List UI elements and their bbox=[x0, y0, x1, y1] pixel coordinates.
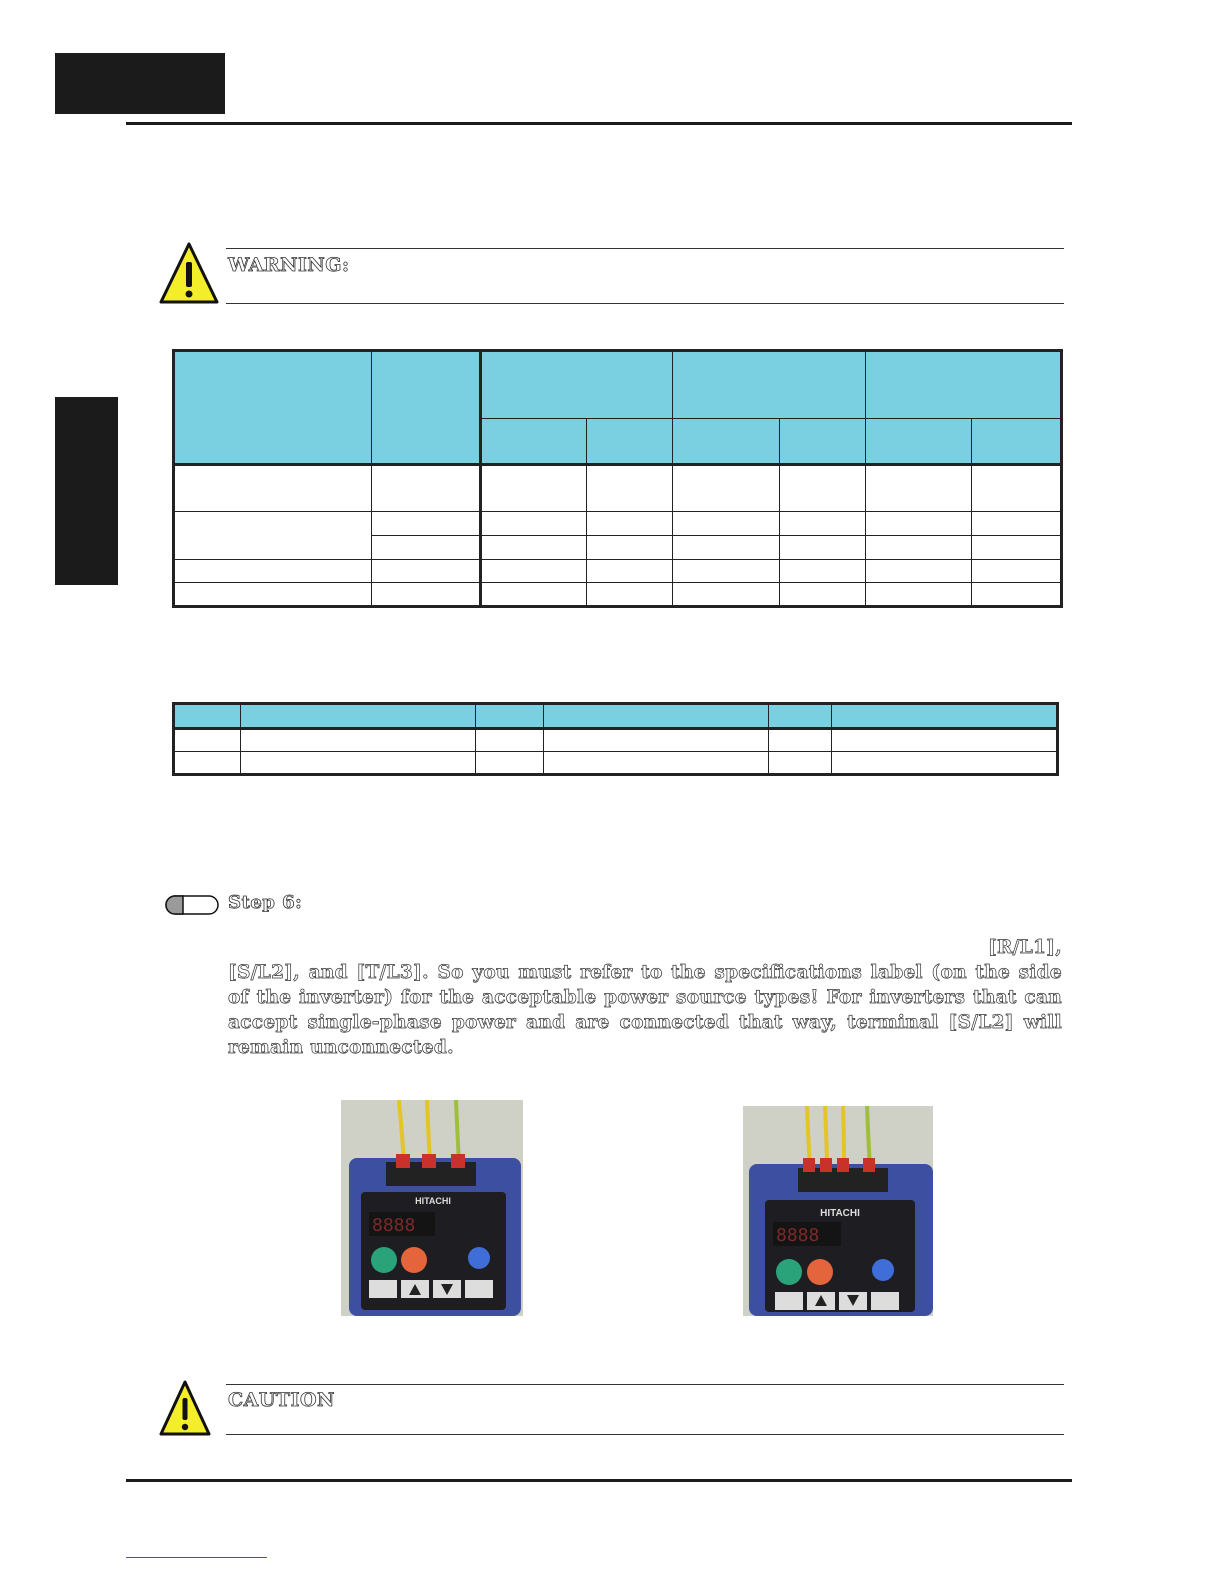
terminal-header-cell bbox=[769, 704, 832, 729]
spec-subheader-cell bbox=[481, 419, 587, 465]
spec-subheader-cell bbox=[972, 419, 1062, 465]
terminal-header-cell bbox=[476, 704, 544, 729]
terminal-header-cell bbox=[241, 704, 476, 729]
stop-button-icon bbox=[401, 1247, 427, 1273]
caution-label: CAUTION bbox=[228, 1389, 335, 1411]
terminal-header-cell bbox=[174, 704, 241, 729]
run-button-icon bbox=[371, 1247, 397, 1273]
spec-subheader-cell bbox=[587, 419, 673, 465]
led-display: 8888 bbox=[776, 1225, 820, 1246]
table-row bbox=[174, 752, 1058, 775]
potentiometer-knob-icon bbox=[872, 1259, 894, 1281]
brand-label: HITACHI bbox=[820, 1208, 860, 1219]
spec-header-group bbox=[481, 351, 673, 419]
spec-header-cell bbox=[372, 351, 481, 465]
table-row bbox=[174, 512, 1062, 536]
spec-subheader-cell bbox=[673, 419, 780, 465]
spec-header-cell bbox=[174, 351, 372, 465]
spec-subheader-cell bbox=[780, 419, 866, 465]
step-paragraph-body: [S/L2], and [T/L3]. So you must refer to the specifications label (on the side of the inverter) for the acceptable power source types! For inverters that can accept single-phase power and are connected that way, terminal [S/L2] will remain unconnected. bbox=[228, 962, 1062, 1058]
inverter-illustration bbox=[341, 1100, 523, 1316]
inverter-photo-single-phase bbox=[341, 1100, 523, 1316]
warning-icon bbox=[158, 240, 220, 306]
spec-header-group bbox=[673, 351, 866, 419]
step-label: Step 6: bbox=[228, 892, 303, 913]
run-button-icon bbox=[776, 1259, 802, 1285]
bottom-rule bbox=[126, 1479, 1072, 1482]
terminal-header-cell bbox=[832, 704, 1058, 729]
spec-header-group bbox=[866, 351, 1062, 419]
warning-top-rule bbox=[226, 248, 1064, 249]
wiring-spec-table bbox=[172, 349, 1063, 608]
terminal-header-cell bbox=[544, 704, 769, 729]
stop-button-icon bbox=[807, 1259, 833, 1285]
inverter-illustration bbox=[743, 1106, 933, 1316]
spec-subheader-cell bbox=[866, 419, 972, 465]
inverter-photo-three-phase bbox=[743, 1106, 933, 1316]
warning-label: WARNING: bbox=[228, 254, 350, 276]
chapter-side-tab bbox=[55, 397, 118, 585]
step-paragraph bbox=[228, 935, 1062, 1060]
terminal-table bbox=[172, 702, 1059, 776]
table-row bbox=[174, 560, 1062, 583]
step-pointer-icon bbox=[163, 893, 223, 917]
caution-top-rule bbox=[226, 1384, 1064, 1385]
step-paragraph-line1: [R/L1], bbox=[987, 937, 1062, 958]
led-display: 8888 bbox=[372, 1215, 416, 1236]
chapter-header-block bbox=[55, 53, 225, 114]
brand-label: HITACHI bbox=[415, 1196, 451, 1206]
table-row bbox=[174, 729, 1058, 752]
caution-icon bbox=[158, 1378, 212, 1438]
warning-bottom-rule bbox=[226, 303, 1064, 304]
caution-bottom-rule bbox=[226, 1434, 1064, 1435]
potentiometer-knob-icon bbox=[468, 1247, 490, 1269]
table-row bbox=[174, 583, 1062, 607]
top-rule bbox=[126, 122, 1072, 125]
table-row bbox=[174, 465, 1062, 512]
footer-link-underline[interactable] bbox=[126, 1557, 267, 1558]
